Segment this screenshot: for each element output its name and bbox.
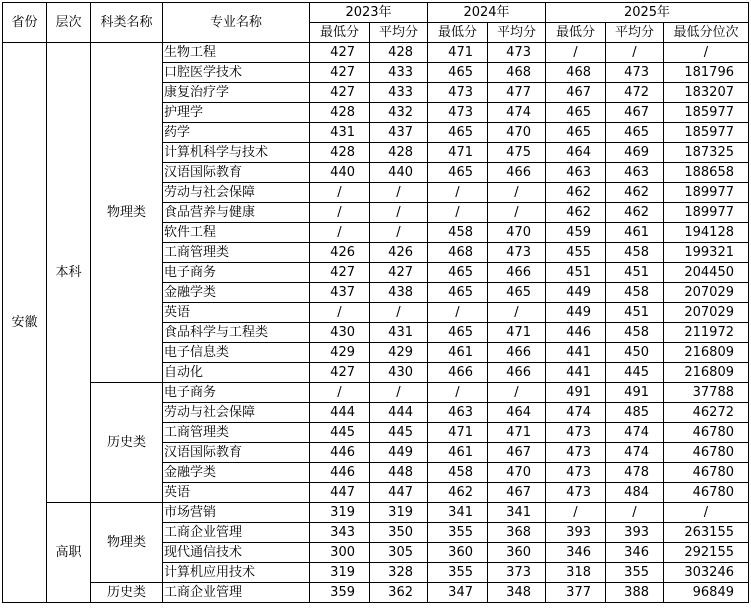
score-cell-avg2023: 429 xyxy=(370,343,428,363)
score-cell-min2023: / xyxy=(310,303,370,323)
score-cell-avg2023: 433 xyxy=(370,83,428,103)
score-cell-min2025: 473 xyxy=(546,443,606,463)
score-cell-avg2024: 473 xyxy=(488,43,546,63)
score-cell-min2025: 377 xyxy=(546,583,606,603)
score-cell-min2024: 465 xyxy=(428,163,488,183)
category-cell: 历史类 xyxy=(91,383,163,503)
header-rank-2025: 最低分位次 xyxy=(664,23,749,43)
category-cell: 历史类 xyxy=(91,583,163,603)
score-cell-avg2023: 448 xyxy=(370,463,428,483)
major-cell: 工商管理类 xyxy=(163,243,310,263)
header-min-2025: 最低分 xyxy=(546,23,606,43)
score-cell-avg2023: 445 xyxy=(370,423,428,443)
score-cell-avg2023: 438 xyxy=(370,283,428,303)
score-cell-min2023: 300 xyxy=(310,543,370,563)
score-cell-min2025: 451 xyxy=(546,263,606,283)
score-cell-min2024: 465 xyxy=(428,283,488,303)
major-cell: 电子商务 xyxy=(163,383,310,403)
score-cell-min2023: / xyxy=(310,183,370,203)
score-cell-min2023: 426 xyxy=(310,243,370,263)
score-cell-rank2025: 207029 xyxy=(664,303,749,323)
score-cell-rank2025: 292155 xyxy=(664,543,749,563)
score-cell-avg2025: 484 xyxy=(606,483,664,503)
score-cell-min2024: 347 xyxy=(428,583,488,603)
score-cell-avg2025: 474 xyxy=(606,443,664,463)
major-cell: 口腔医学技术 xyxy=(163,63,310,83)
province-cell: 安徽 xyxy=(3,43,47,603)
score-cell-rank2025: 303246 xyxy=(664,563,749,583)
score-cell-avg2025: / xyxy=(606,503,664,523)
header-avg-2024: 平均分 xyxy=(488,23,546,43)
score-cell-avg2025: 458 xyxy=(606,243,664,263)
score-cell-avg2024: / xyxy=(488,383,546,403)
score-cell-avg2023: / xyxy=(370,303,428,323)
score-cell-avg2023: 431 xyxy=(370,323,428,343)
score-cell-min2024: / xyxy=(428,203,488,223)
score-cell-min2024: 463 xyxy=(428,403,488,423)
score-cell-avg2024: 477 xyxy=(488,83,546,103)
score-cell-avg2024: 465 xyxy=(488,283,546,303)
score-cell-avg2023: 437 xyxy=(370,123,428,143)
category-cell: 物理类 xyxy=(91,43,163,383)
score-cell-avg2024: 467 xyxy=(488,443,546,463)
score-cell-min2024: 468 xyxy=(428,243,488,263)
score-cell-min2023: 427 xyxy=(310,263,370,283)
header-year-2024: 2024年 xyxy=(428,3,546,23)
score-cell-min2025: 393 xyxy=(546,523,606,543)
header-major: 专业名称 xyxy=(163,3,310,43)
score-cell-min2023: 429 xyxy=(310,343,370,363)
score-cell-avg2025: 478 xyxy=(606,463,664,483)
score-cell-min2024: 471 xyxy=(428,43,488,63)
score-cell-min2025: 459 xyxy=(546,223,606,243)
score-cell-min2025: / xyxy=(546,43,606,63)
score-cell-min2024: 465 xyxy=(428,263,488,283)
header-level: 层次 xyxy=(47,3,91,43)
major-cell: 自动化 xyxy=(163,363,310,383)
score-cell-min2024: 461 xyxy=(428,443,488,463)
score-cell-min2025: 473 xyxy=(546,483,606,503)
score-cell-min2025: 449 xyxy=(546,303,606,323)
score-cell-min2023: / xyxy=(310,223,370,243)
score-cell-avg2025: 473 xyxy=(606,63,664,83)
score-cell-avg2025: 467 xyxy=(606,103,664,123)
score-cell-min2024: 462 xyxy=(428,483,488,503)
score-cell-avg2024: 464 xyxy=(488,403,546,423)
score-cell-min2023: 446 xyxy=(310,463,370,483)
header-category: 科类名称 xyxy=(91,3,163,43)
score-cell-min2023: 427 xyxy=(310,83,370,103)
score-cell-min2024: 355 xyxy=(428,563,488,583)
score-cell-avg2024: / xyxy=(488,303,546,323)
major-cell: 电子信息类 xyxy=(163,343,310,363)
score-cell-avg2025: 474 xyxy=(606,423,664,443)
score-cell-min2024: 471 xyxy=(428,143,488,163)
score-cell-avg2023: 430 xyxy=(370,363,428,383)
score-cell-rank2025: 207029 xyxy=(664,283,749,303)
score-cell-min2023: 427 xyxy=(310,63,370,83)
score-cell-avg2023: / xyxy=(370,383,428,403)
score-cell-avg2025: 451 xyxy=(606,263,664,283)
score-cell-rank2025: 46780 xyxy=(664,423,749,443)
score-cell-avg2025: 450 xyxy=(606,343,664,363)
score-cell-min2023: 440 xyxy=(310,163,370,183)
score-cell-rank2025: 46780 xyxy=(664,443,749,463)
score-cell-min2023: 447 xyxy=(310,483,370,503)
score-cell-min2025: 473 xyxy=(546,423,606,443)
score-cell-min2024: 465 xyxy=(428,323,488,343)
header-avg-2025: 平均分 xyxy=(606,23,664,43)
score-cell-avg2023: 440 xyxy=(370,163,428,183)
score-cell-min2023: 444 xyxy=(310,403,370,423)
score-cell-min2024: 473 xyxy=(428,103,488,123)
major-cell: 英语 xyxy=(163,303,310,323)
score-cell-avg2025: 463 xyxy=(606,163,664,183)
score-cell-avg2024: 468 xyxy=(488,63,546,83)
major-cell: 食品营养与健康 xyxy=(163,203,310,223)
table-row xyxy=(3,383,749,403)
score-cell-min2024: / xyxy=(428,303,488,323)
score-cell-rank2025: 185977 xyxy=(664,103,749,123)
major-cell: 计算机应用技术 xyxy=(163,563,310,583)
score-cell-rank2025: 194128 xyxy=(664,223,749,243)
score-cell-min2025: 465 xyxy=(546,123,606,143)
score-cell-avg2024: / xyxy=(488,183,546,203)
header-year-2025: 2025年 xyxy=(546,3,749,23)
score-cell-avg2024: / xyxy=(488,203,546,223)
score-cell-avg2023: 447 xyxy=(370,483,428,503)
score-cell-rank2025: 188658 xyxy=(664,163,749,183)
score-cell-min2024: 461 xyxy=(428,343,488,363)
score-cell-rank2025: 46780 xyxy=(664,483,749,503)
score-cell-avg2023: 444 xyxy=(370,403,428,423)
score-cell-avg2025: 462 xyxy=(606,183,664,203)
score-cell-min2024: 355 xyxy=(428,523,488,543)
score-cell-min2024: 473 xyxy=(428,83,488,103)
score-cell-rank2025: 211972 xyxy=(664,323,749,343)
level-cell: 本科 xyxy=(47,43,91,503)
score-cell-rank2025: 185977 xyxy=(664,123,749,143)
score-cell-avg2023: 449 xyxy=(370,443,428,463)
major-cell: 市场营销 xyxy=(163,503,310,523)
score-cell-rank2025: 204450 xyxy=(664,263,749,283)
score-cell-avg2024: 470 xyxy=(488,123,546,143)
major-cell: 生物工程 xyxy=(163,43,310,63)
score-cell-avg2025: 393 xyxy=(606,523,664,543)
score-cell-rank2025: 46780 xyxy=(664,463,749,483)
score-cell-avg2023: / xyxy=(370,223,428,243)
score-cell-rank2025: 263155 xyxy=(664,523,749,543)
category-cell: 物理类 xyxy=(91,503,163,583)
score-cell-min2025: 449 xyxy=(546,283,606,303)
score-cell-avg2024: 360 xyxy=(488,543,546,563)
score-cell-avg2023: 433 xyxy=(370,63,428,83)
score-cell-rank2025: 183207 xyxy=(664,83,749,103)
score-cell-rank2025: 181796 xyxy=(664,63,749,83)
level-cell: 高职 xyxy=(47,503,91,603)
score-cell-min2025: 462 xyxy=(546,203,606,223)
major-cell: 食品科学与工程类 xyxy=(163,323,310,343)
score-cell-min2024: 341 xyxy=(428,503,488,523)
score-cell-avg2025: 388 xyxy=(606,583,664,603)
score-cell-avg2025: 458 xyxy=(606,323,664,343)
score-cell-min2024: 458 xyxy=(428,223,488,243)
score-cell-min2025: 441 xyxy=(546,363,606,383)
score-cell-min2023: 319 xyxy=(310,503,370,523)
score-cell-min2024: / xyxy=(428,183,488,203)
score-cell-min2025: 446 xyxy=(546,323,606,343)
header-avg-2023: 平均分 xyxy=(370,23,428,43)
score-cell-avg2025: 458 xyxy=(606,283,664,303)
score-cell-avg2024: 348 xyxy=(488,583,546,603)
score-cell-avg2023: 305 xyxy=(370,543,428,563)
score-cell-min2023: 445 xyxy=(310,423,370,443)
score-cell-rank2025: 187325 xyxy=(664,143,749,163)
score-cell-min2024: 458 xyxy=(428,463,488,483)
score-cell-rank2025: 46272 xyxy=(664,403,749,423)
major-cell: 现代通信技术 xyxy=(163,543,310,563)
score-cell-min2025: 441 xyxy=(546,343,606,363)
score-cell-avg2024: 467 xyxy=(488,483,546,503)
score-cell-avg2024: 466 xyxy=(488,263,546,283)
major-cell: 康复治疗学 xyxy=(163,83,310,103)
major-cell: 护理学 xyxy=(163,103,310,123)
score-cell-min2025: 463 xyxy=(546,163,606,183)
score-cell-avg2024: 373 xyxy=(488,563,546,583)
score-cell-rank2025: 189977 xyxy=(664,183,749,203)
score-cell-rank2025: 199321 xyxy=(664,243,749,263)
score-cell-avg2023: 428 xyxy=(370,143,428,163)
table-row xyxy=(3,503,749,523)
score-cell-avg2023: 426 xyxy=(370,243,428,263)
score-cell-avg2025: 451 xyxy=(606,303,664,323)
score-cell-rank2025: 216809 xyxy=(664,343,749,363)
score-cell-min2024: 466 xyxy=(428,363,488,383)
score-cell-min2023: 446 xyxy=(310,443,370,463)
score-cell-avg2025: 469 xyxy=(606,143,664,163)
score-cell-avg2024: 466 xyxy=(488,163,546,183)
score-cell-min2025: / xyxy=(546,503,606,523)
score-cell-avg2023: 428 xyxy=(370,43,428,63)
score-cell-min2023: 359 xyxy=(310,583,370,603)
score-cell-min2025: 464 xyxy=(546,143,606,163)
score-cell-min2023: 437 xyxy=(310,283,370,303)
score-cell-min2023: 428 xyxy=(310,103,370,123)
score-cell-avg2025: 491 xyxy=(606,383,664,403)
score-cell-min2025: 468 xyxy=(546,63,606,83)
table-header xyxy=(3,3,749,43)
score-cell-avg2024: 466 xyxy=(488,363,546,383)
header-row-years xyxy=(3,3,749,23)
score-cell-min2023: 343 xyxy=(310,523,370,543)
score-cell-min2025: 455 xyxy=(546,243,606,263)
score-cell-avg2023: / xyxy=(370,203,428,223)
score-cell-min2023: 427 xyxy=(310,43,370,63)
score-cell-min2025: 462 xyxy=(546,183,606,203)
major-cell: 汉语国际教育 xyxy=(163,443,310,463)
score-cell-avg2024: 475 xyxy=(488,143,546,163)
score-cell-avg2023: 362 xyxy=(370,583,428,603)
score-cell-avg2025: 462 xyxy=(606,203,664,223)
score-cell-min2025: 474 xyxy=(546,403,606,423)
score-cell-avg2023: 319 xyxy=(370,503,428,523)
score-cell-avg2023: / xyxy=(370,183,428,203)
table-row xyxy=(3,583,749,603)
score-cell-rank2025: / xyxy=(664,43,749,63)
score-cell-avg2025: / xyxy=(606,43,664,63)
score-cell-avg2024: 470 xyxy=(488,223,546,243)
score-cell-min2025: 491 xyxy=(546,383,606,403)
major-cell: 软件工程 xyxy=(163,223,310,243)
score-cell-avg2025: 465 xyxy=(606,123,664,143)
score-cell-avg2024: 471 xyxy=(488,323,546,343)
major-cell: 金融学类 xyxy=(163,463,310,483)
score-cell-min2025: 318 xyxy=(546,563,606,583)
score-cell-avg2023: 427 xyxy=(370,263,428,283)
major-cell: 计算机科学与技术 xyxy=(163,143,310,163)
score-cell-rank2025: 189977 xyxy=(664,203,749,223)
major-cell: 英语 xyxy=(163,483,310,503)
score-cell-avg2024: 470 xyxy=(488,463,546,483)
score-cell-min2025: 473 xyxy=(546,463,606,483)
major-cell: 劳动与社会保障 xyxy=(163,403,310,423)
header-min-2024: 最低分 xyxy=(428,23,488,43)
score-cell-avg2024: 473 xyxy=(488,243,546,263)
major-cell: 金融学类 xyxy=(163,283,310,303)
major-cell: 汉语国际教育 xyxy=(163,163,310,183)
score-cell-avg2023: 350 xyxy=(370,523,428,543)
score-cell-avg2025: 445 xyxy=(606,363,664,383)
score-cell-min2024: / xyxy=(428,383,488,403)
score-cell-min2024: 465 xyxy=(428,123,488,143)
score-cell-min2023: 319 xyxy=(310,563,370,583)
score-cell-min2023: 428 xyxy=(310,143,370,163)
score-cell-avg2024: 474 xyxy=(488,103,546,123)
table-body xyxy=(3,43,749,603)
score-cell-avg2025: 355 xyxy=(606,563,664,583)
score-cell-avg2024: 368 xyxy=(488,523,546,543)
score-cell-rank2025: 216809 xyxy=(664,363,749,383)
score-cell-min2024: 471 xyxy=(428,423,488,443)
score-cell-min2023: 430 xyxy=(310,323,370,343)
score-cell-avg2024: 341 xyxy=(488,503,546,523)
major-cell: 电子商务 xyxy=(163,263,310,283)
major-cell: 药学 xyxy=(163,123,310,143)
score-cell-avg2023: 432 xyxy=(370,103,428,123)
score-cell-min2025: 467 xyxy=(546,83,606,103)
header-province: 省份 xyxy=(3,3,47,43)
score-cell-rank2025: / xyxy=(664,503,749,523)
score-cell-avg2025: 472 xyxy=(606,83,664,103)
score-cell-avg2025: 485 xyxy=(606,403,664,423)
major-cell: 工商管理类 xyxy=(163,423,310,443)
major-cell: 工商企业管理 xyxy=(163,583,310,603)
major-cell: 工商企业管理 xyxy=(163,523,310,543)
score-cell-rank2025: 96849 xyxy=(664,583,749,603)
score-cell-min2023: 427 xyxy=(310,363,370,383)
header-min-2023: 最低分 xyxy=(310,23,370,43)
score-cell-min2023: / xyxy=(310,383,370,403)
admission-scores-table xyxy=(2,2,749,603)
header-year-2023: 2023年 xyxy=(310,3,428,23)
score-cell-min2024: 360 xyxy=(428,543,488,563)
score-cell-avg2024: 466 xyxy=(488,343,546,363)
score-cell-min2023: / xyxy=(310,203,370,223)
score-cell-avg2024: 471 xyxy=(488,423,546,443)
score-cell-min2024: 465 xyxy=(428,63,488,83)
score-cell-min2025: 465 xyxy=(546,103,606,123)
score-cell-rank2025: 37788 xyxy=(664,383,749,403)
score-cell-avg2023: 328 xyxy=(370,563,428,583)
table-row xyxy=(3,43,749,63)
major-cell: 劳动与社会保障 xyxy=(163,183,310,203)
score-cell-avg2025: 346 xyxy=(606,543,664,563)
score-cell-avg2025: 461 xyxy=(606,223,664,243)
score-cell-min2025: 346 xyxy=(546,543,606,563)
score-cell-min2023: 431 xyxy=(310,123,370,143)
